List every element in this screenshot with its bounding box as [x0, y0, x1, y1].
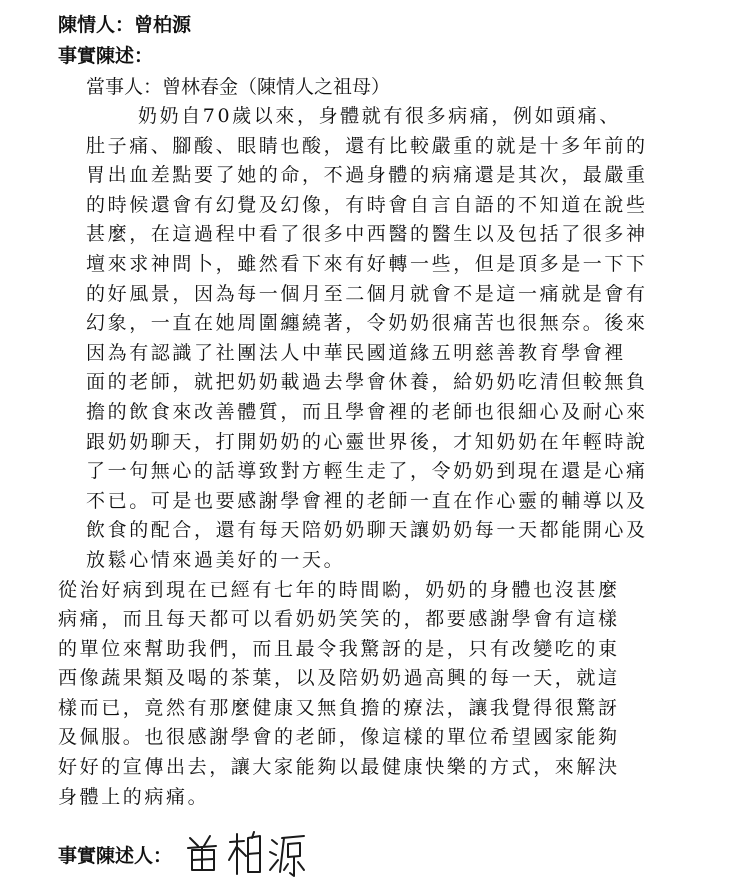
- paragraph-1-line: 飲食的配合，還有每天陪奶奶聊天讓奶奶每一天都能開心及: [86, 519, 648, 542]
- paragraph-1-line: 跟奶奶聊天，打開奶奶的心靈世界後，才知奶奶在年輕時說: [86, 430, 648, 453]
- paragraph-2-line: 西像蔬果類及喝的茶葉，以及陪奶奶過高興的每一天，就這: [58, 667, 620, 690]
- paragraph-1-line: 的好風景，因為每一個月至二個月就會不是這一痛就是會有: [86, 282, 648, 305]
- paragraph-2: [58, 576, 730, 813]
- paragraph-1-line: 肚子痛、腳酸、眼睛也酸，還有比較嚴重的就是十多年前的: [86, 134, 648, 157]
- paragraph-1-line: 放鬆心情來過美好的一天。: [86, 548, 346, 571]
- paragraph-1: [58, 102, 730, 576]
- signature-row: [58, 826, 310, 882]
- petitioner-line: 陳情人：曾柏源: [58, 14, 192, 36]
- paragraph-1-line: 甚麼，在這過程中看了很多中西醫的醫生以及包括了很多神: [86, 223, 648, 246]
- paragraph-1-line: 胃出血差點要了她的命，不過身體的病痛還是其次，最嚴重: [86, 164, 648, 187]
- paragraph-1-line: 奶奶自70歲以來，身體就有很多病痛，例如頭痛、: [138, 105, 621, 127]
- party-line: 當事人：曾林春金（陳情人之祖母）: [86, 76, 391, 98]
- paragraph-2-line: 及佩服。也很感謝學會的老師，像這樣的單位希望國家能夠: [58, 726, 620, 749]
- paragraph-1-line: 壇來求神問卜，雖然看下來有好轉一些，但是頂多是一下下: [86, 252, 648, 275]
- paragraph-2-line: 樣而已，竟然有那麼健康又無負擔的療法，讓我覺得很驚訝: [58, 696, 620, 719]
- handwritten-signature: [180, 826, 310, 882]
- paragraph-1-line: 幻象，一直在她周圍纏繞著，令奶奶很痛苦也很無奈。後來: [86, 312, 648, 335]
- paragraph-1-line: 的時候還會有幻覺及幻像，有時會自言自語的不知道在說些: [86, 193, 648, 216]
- paragraph-1-line: 擔的飲食來改善體質，而且學會裡的老師也很細心及耐心來: [86, 400, 648, 423]
- paragraph-2-line: 身體上的病痛。: [58, 785, 210, 808]
- paragraph-2-line: 的單位來幫助我們，而且最令我驚訝的是，只有改變吃的東: [58, 637, 620, 660]
- signature-label: 事實陳述人：: [58, 844, 173, 867]
- paragraph-2-line: 好好的宣傳出去，讓大家能夠以最健康快樂的方式，來解決: [58, 756, 620, 779]
- paragraph-1-line: 因為有認識了社團法人中華民國道緣五明慈善教育學會裡: [86, 341, 627, 364]
- statement-document: [58, 10, 730, 812]
- paragraph-1-line: 面的老師，就把奶奶載過去學會休養，給奶奶吃清但較無負: [86, 371, 648, 394]
- paragraph-1-line: 不已。可是也要感謝學會裡的老師一直在作心靈的輔導以及: [86, 489, 648, 512]
- paragraph-2-line: 從治好病到現在已經有七年的時間喲，奶奶的身體也沒甚麼: [58, 578, 620, 601]
- statement-heading: 事實陳述：: [58, 45, 154, 67]
- paragraph-2-line: 病痛，而且每天都可以看奶奶笑笑的，都要感謝學會有這樣: [58, 608, 620, 631]
- paragraph-1-line: 了一句無心的話導致對方輕生走了，令奶奶到現在還是心痛: [86, 460, 648, 483]
